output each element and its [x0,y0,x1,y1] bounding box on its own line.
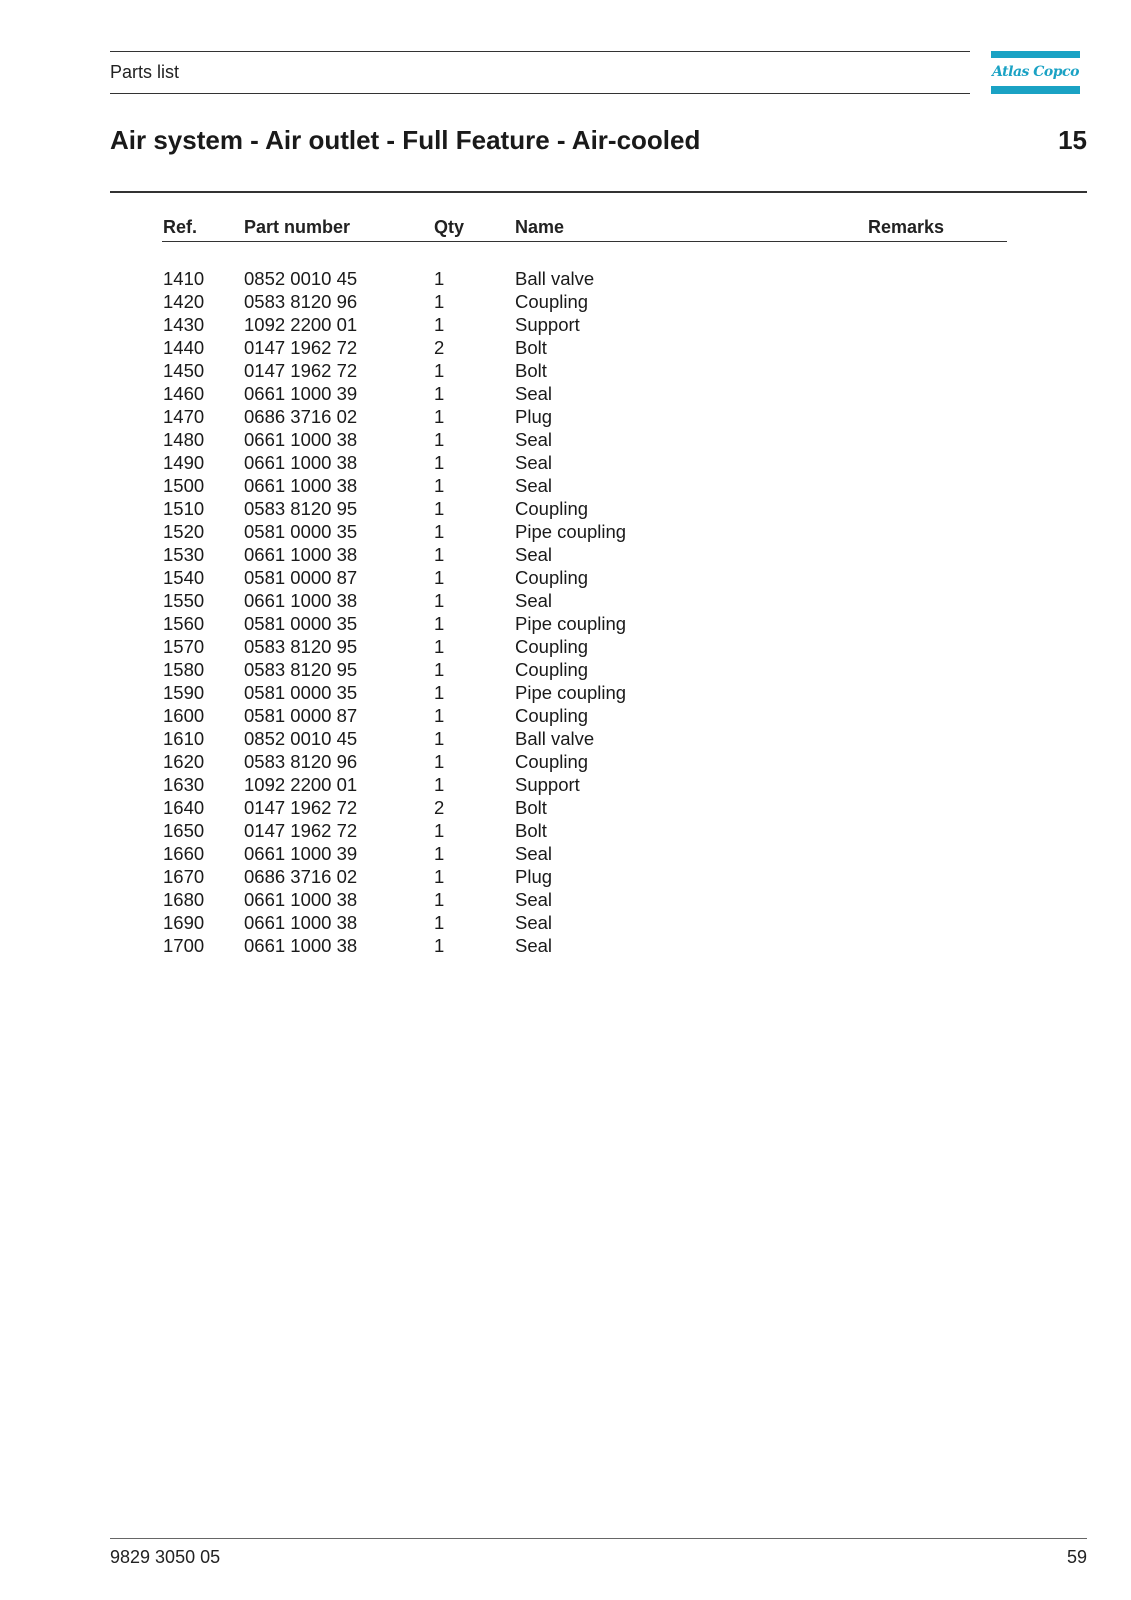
cell-qty: 1 [434,406,445,427]
cell-qty: 1 [434,429,445,450]
cell-ref: 1640 [163,797,205,818]
cell-name: Coupling [515,498,589,519]
cell-part-number: 0661 1000 39 [244,843,358,864]
cell-name: Seal [515,429,553,450]
section-number: 15 [1058,125,1087,155]
parts-table-body [0,267,1131,957]
cell-name: Pipe coupling [515,613,627,634]
table-row [0,474,1131,497]
cell-name: Bolt [515,820,547,841]
cell-qty: 1 [434,866,445,887]
footer-rule [110,1538,1087,1539]
table-row [0,382,1131,405]
cell-part-number: 0581 0000 35 [244,521,358,542]
table-row [0,290,1131,313]
cell-part-number: 0686 3716 02 [244,866,358,887]
cell-ref: 1480 [163,429,205,450]
cell-qty: 1 [434,912,445,933]
cell-name: Seal [515,912,553,933]
cell-name: Seal [515,843,553,864]
cell-part-number: 0583 8120 96 [244,291,358,312]
cell-name: Coupling [515,636,589,657]
cell-name: Seal [515,475,553,496]
table-header-rule [162,241,1007,242]
cell-part-number: 0661 1000 38 [244,452,358,473]
logo-wordmark: Atlas Copco [992,64,1079,80]
cell-qty: 1 [434,521,445,542]
cell-name: Bolt [515,337,547,358]
table-row [0,336,1131,359]
cell-part-number: 0661 1000 38 [244,544,358,565]
table-row [0,773,1131,796]
cell-name: Plug [515,406,553,427]
cell-ref: 1440 [163,337,205,358]
cell-part-number: 0147 1962 72 [244,797,358,818]
header-section-label: Parts list [110,62,180,82]
cell-ref: 1620 [163,751,205,772]
column-header-qty: Qty [434,217,465,237]
cell-name: Coupling [515,567,589,588]
cell-qty: 1 [434,728,445,749]
cell-ref: 1410 [163,268,205,289]
cell-name: Plug [515,866,553,887]
cell-ref: 1500 [163,475,205,496]
cell-name: Ball valve [515,268,595,289]
cell-ref: 1700 [163,935,205,956]
cell-ref: 1600 [163,705,205,726]
logo-bar-bottom [991,86,1080,94]
table-row [0,704,1131,727]
cell-ref: 1520 [163,521,205,542]
cell-qty: 1 [434,360,445,381]
cell-qty: 1 [434,567,445,588]
cell-ref: 1580 [163,659,205,680]
atlas-copco-logo [991,51,1080,94]
cell-ref: 1650 [163,820,205,841]
cell-qty: 1 [434,889,445,910]
cell-qty: 2 [434,797,445,818]
cell-qty: 1 [434,751,445,772]
table-row [0,681,1131,704]
cell-qty: 1 [434,452,445,473]
cell-qty: 1 [434,590,445,611]
cell-name: Ball valve [515,728,595,749]
cell-ref: 1490 [163,452,205,473]
cell-name: Bolt [515,797,547,818]
table-row [0,865,1131,888]
cell-qty: 1 [434,659,445,680]
cell-ref: 1570 [163,636,205,657]
document-number: 9829 3050 05 [110,1547,221,1567]
cell-part-number: 0661 1000 38 [244,429,358,450]
cell-qty: 1 [434,268,445,289]
table-row [0,313,1131,336]
cell-part-number: 0583 8120 95 [244,636,358,657]
cell-ref: 1510 [163,498,205,519]
cell-name: Seal [515,383,553,404]
cell-qty: 1 [434,935,445,956]
table-row [0,359,1131,382]
cell-ref: 1660 [163,843,205,864]
cell-part-number: 1092 2200 01 [244,314,358,335]
cell-name: Coupling [515,705,589,726]
table-row [0,888,1131,911]
table-row [0,566,1131,589]
table-row [0,635,1131,658]
cell-part-number: 0147 1962 72 [244,337,358,358]
cell-ref: 1430 [163,314,205,335]
cell-qty: 1 [434,291,445,312]
cell-name: Seal [515,544,553,565]
table-row [0,612,1131,635]
cell-qty: 1 [434,843,445,864]
table-row [0,658,1131,681]
page-title: Air system - Air outlet - Full Feature - Air-cooled [110,125,701,155]
cell-qty: 2 [434,337,445,358]
cell-ref: 1670 [163,866,205,887]
cell-ref: 1590 [163,682,205,703]
cell-name: Seal [515,452,553,473]
cell-name: Support [515,314,580,335]
cell-qty: 1 [434,774,445,795]
column-header-remarks: Remarks [868,217,945,237]
cell-part-number: 0661 1000 38 [244,935,358,956]
cell-qty: 1 [434,383,445,404]
table-row [0,451,1131,474]
cell-ref: 1420 [163,291,205,312]
header-rule-bottom [110,93,970,94]
table-row [0,497,1131,520]
cell-ref: 1560 [163,613,205,634]
cell-ref: 1630 [163,774,205,795]
table-row [0,819,1131,842]
table-row [0,842,1131,865]
cell-name: Seal [515,889,553,910]
cell-part-number: 0147 1962 72 [244,360,358,381]
cell-ref: 1610 [163,728,205,749]
cell-name: Pipe coupling [515,521,627,542]
cell-qty: 1 [434,314,445,335]
table-row [0,911,1131,934]
table-row [0,267,1131,290]
cell-qty: 1 [434,636,445,657]
cell-part-number: 0661 1000 38 [244,475,358,496]
column-header-part-number: Part number [244,217,351,237]
cell-part-number: 0147 1962 72 [244,820,358,841]
cell-qty: 1 [434,682,445,703]
cell-qty: 1 [434,613,445,634]
cell-part-number: 0583 8120 96 [244,751,358,772]
cell-part-number: 0852 0010 45 [244,268,358,289]
table-row [0,520,1131,543]
cell-part-number: 1092 2200 01 [244,774,358,795]
cell-qty: 1 [434,820,445,841]
cell-ref: 1680 [163,889,205,910]
cell-part-number: 0581 0000 35 [244,613,358,634]
table-row [0,796,1131,819]
table-row [0,750,1131,773]
column-header-name: Name [515,217,565,237]
cell-qty: 1 [434,705,445,726]
header-rule-top [110,51,970,52]
cell-ref: 1540 [163,567,205,588]
cell-part-number: 0661 1000 38 [244,590,358,611]
cell-ref: 1530 [163,544,205,565]
table-row [0,727,1131,750]
cell-qty: 1 [434,498,445,519]
cell-ref: 1470 [163,406,205,427]
cell-part-number: 0686 3716 02 [244,406,358,427]
cell-ref: 1690 [163,912,205,933]
cell-part-number: 0581 0000 87 [244,567,358,588]
cell-part-number: 0583 8120 95 [244,498,358,519]
cell-ref: 1550 [163,590,205,611]
cell-ref: 1460 [163,383,205,404]
column-header-ref: Ref. [163,217,198,237]
table-row [0,405,1131,428]
cell-qty: 1 [434,544,445,565]
cell-part-number: 0661 1000 39 [244,383,358,404]
cell-part-number: 0581 0000 87 [244,705,358,726]
table-row [0,543,1131,566]
cell-part-number: 0581 0000 35 [244,682,358,703]
cell-name: Support [515,774,580,795]
cell-name: Seal [515,935,553,956]
logo-bar-top [991,51,1080,58]
cell-name: Coupling [515,659,589,680]
page-number: 59 [1066,1547,1087,1567]
table-row [0,934,1131,957]
cell-part-number: 0852 0010 45 [244,728,358,749]
table-row [0,589,1131,612]
title-rule [110,191,1087,193]
cell-name: Seal [515,590,553,611]
cell-name: Pipe coupling [515,682,627,703]
cell-ref: 1450 [163,360,205,381]
table-row [0,428,1131,451]
cell-name: Bolt [515,360,547,381]
cell-part-number: 0583 8120 95 [244,659,358,680]
cell-qty: 1 [434,475,445,496]
cell-name: Coupling [515,291,589,312]
cell-part-number: 0661 1000 38 [244,912,358,933]
cell-name: Coupling [515,751,589,772]
cell-part-number: 0661 1000 38 [244,889,358,910]
